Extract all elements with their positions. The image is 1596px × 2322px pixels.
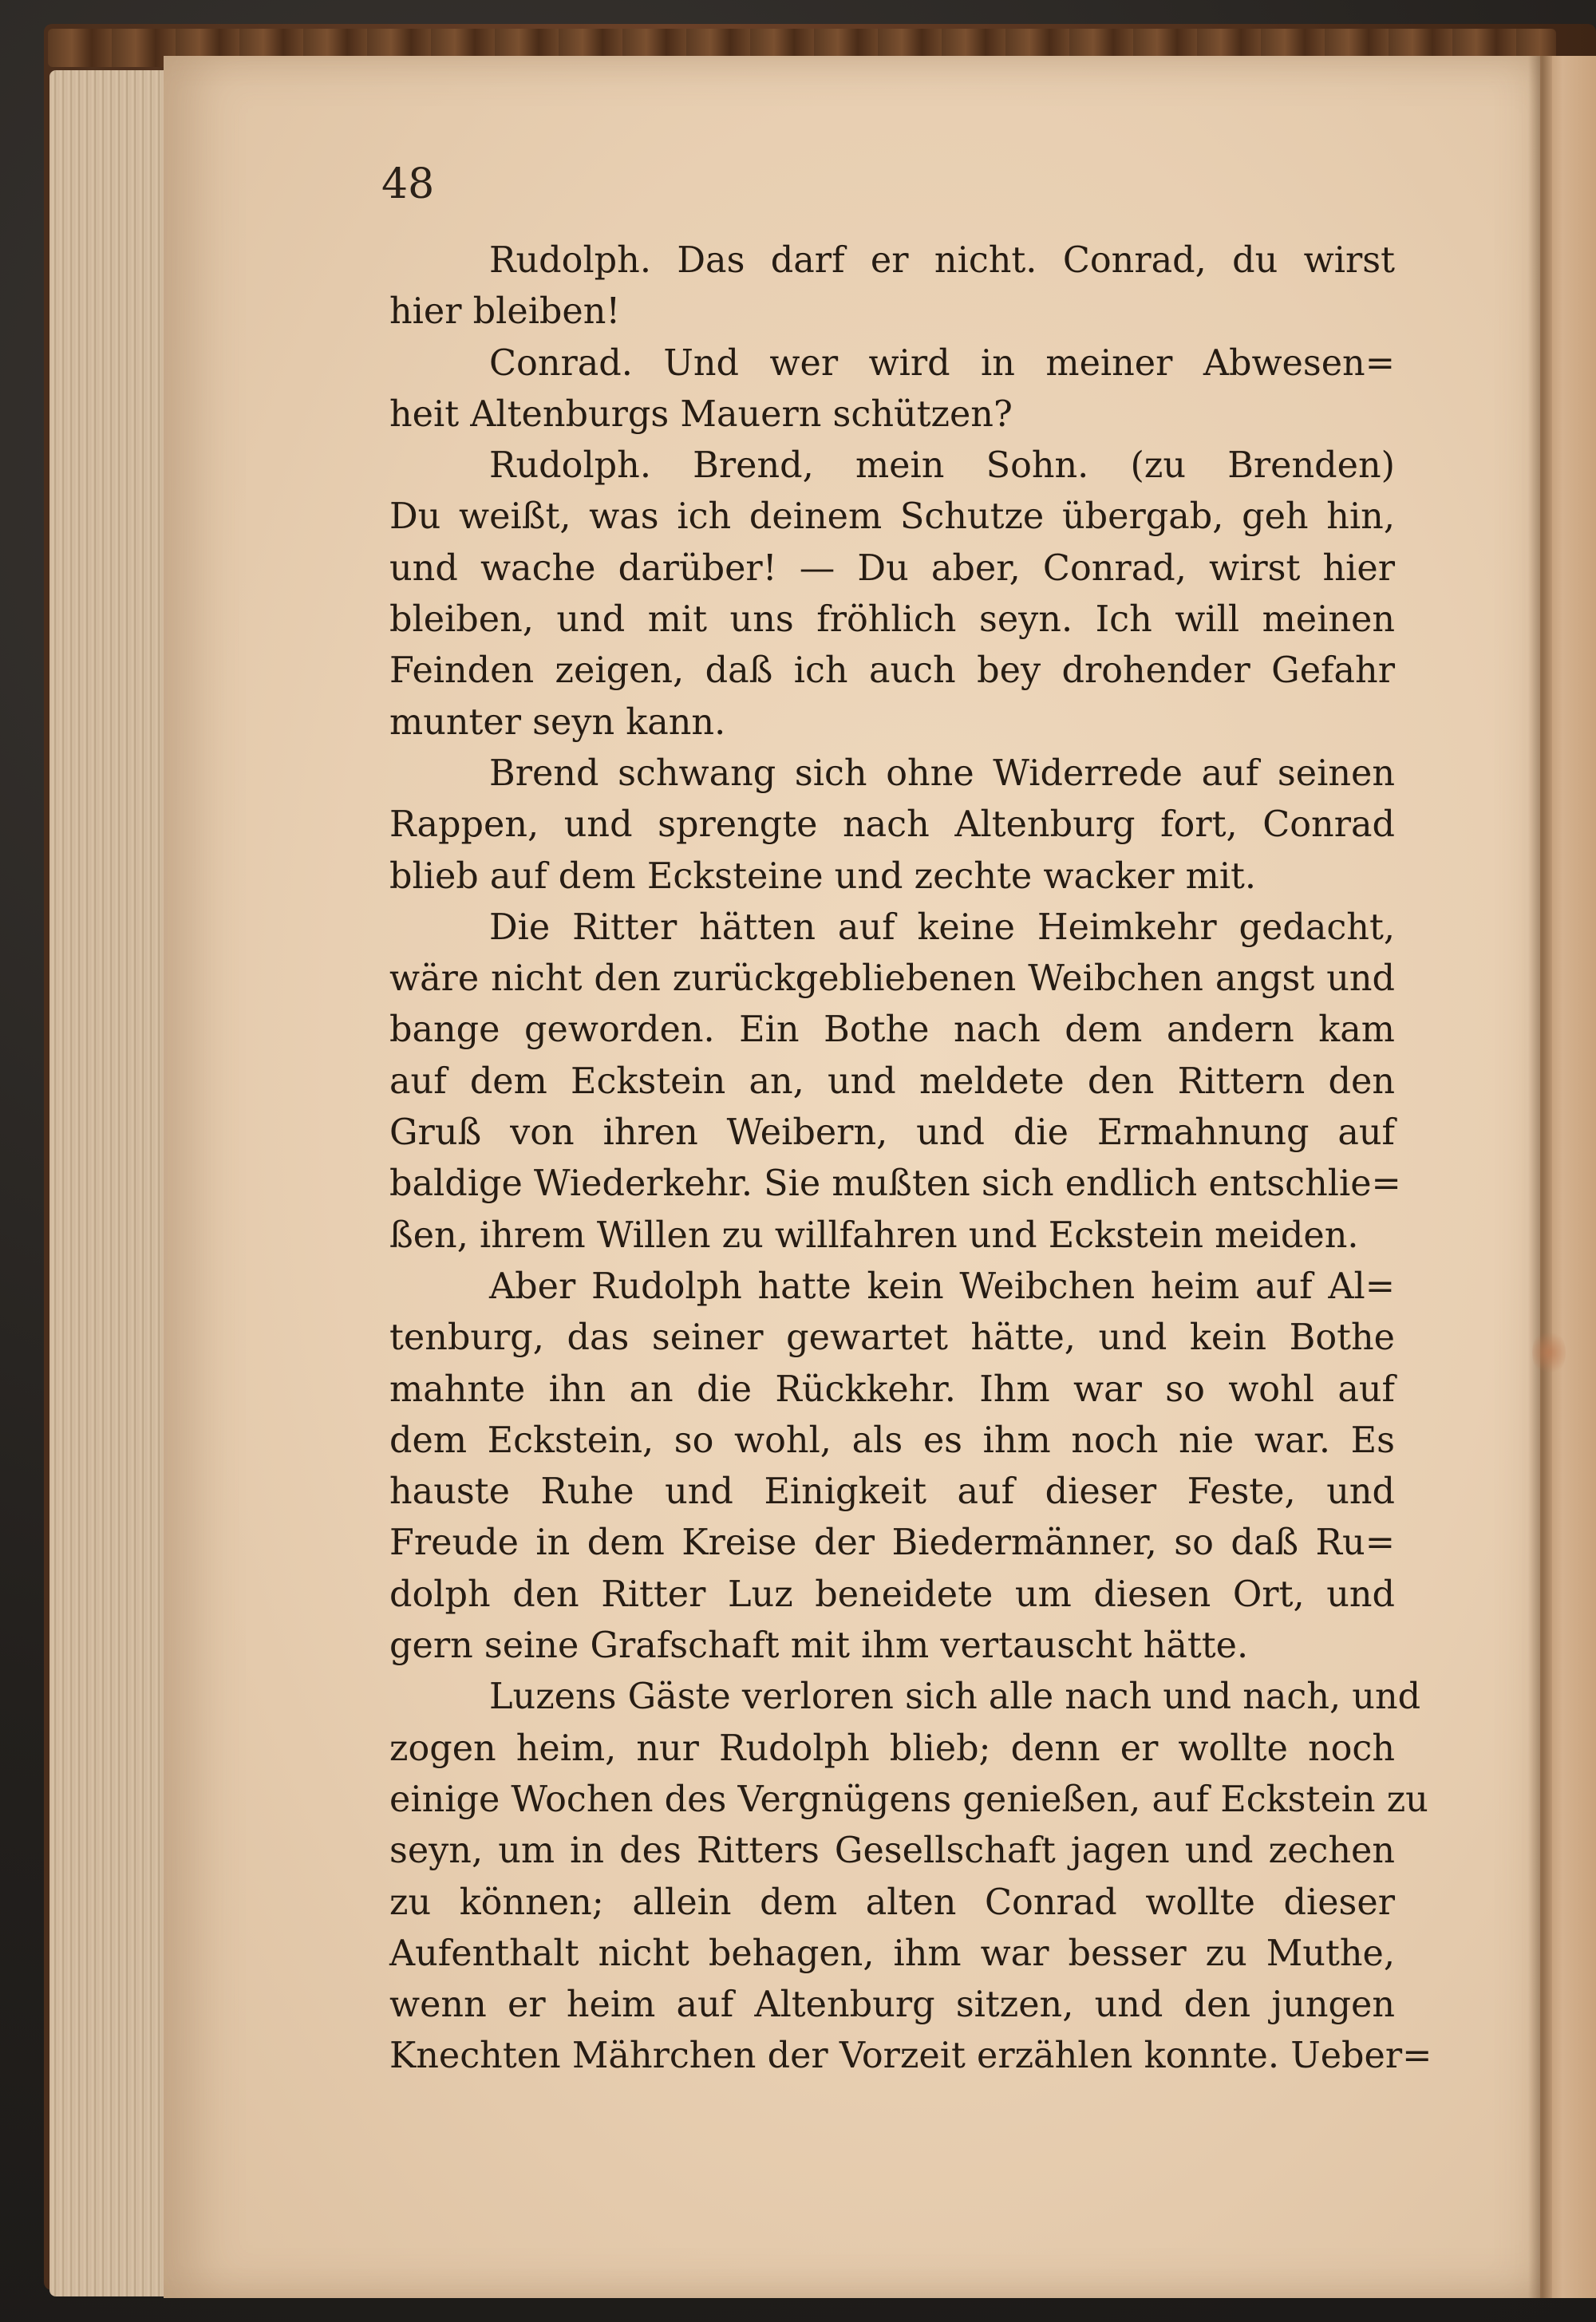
text-line: Rappen, und sprengte nach Altenburg fort, Conrad [389,804,1395,846]
text-line: Knechten Mährchen der Vorzeit erzählen konnte. Ueber= [389,2036,1432,2077]
text-line: munter seyn kann. [389,701,726,743]
body-text [389,235,1432,2083]
text-line: blieb auf dem Ecksteine und zechte wacker mit. [389,855,1257,897]
text-line: seyn, um in des Ritters Gesellschaft jagen und zechen [389,1830,1395,1872]
text-line: Freude in dem Kreise der Biedermänner, so daß Ru= [389,1522,1395,1564]
text-line: auf dem Eckstein an, und meldete den Rittern den [389,1060,1395,1102]
text-line: und wache darüber! — Du aber, Conrad, wirst hier [389,547,1395,589]
text-line: Aber Rudolph hatte kein Weibchen heim auf Al= [489,1266,1395,1307]
page-stain [1532,1329,1566,1376]
text-line: zu können; allein dem alten Conrad wollte dieser [389,1882,1395,1923]
text-line: Aufenthalt nicht behagen, ihm war besser zu Muthe, [389,1933,1395,1974]
text-line: wäre nicht den zurückgebliebenen Weibchen angst und [389,958,1395,1000]
text-line: Brend schwang sich ohne Widerrede auf seinen [489,752,1395,794]
page-stack-edge [49,70,169,2296]
text-line: wenn er heim auf Altenburg sitzen, und den jungen [389,1984,1395,2026]
text-line: Luzens Gäste verloren sich alle nach und nach, und [489,1676,1421,1718]
text-line: gern seine Grafschaft mit ihm vertauscht hätte. [389,1625,1249,1667]
text-line: Feinden zeigen, daß ich auch bey drohender Gefahr [389,650,1395,692]
text-line: Rudolph. Brend, mein Sohn. (zu Brenden) [489,445,1395,487]
text-line: mahnte ihn an die Rückkehr. Ihm war so wohl auf [389,1368,1395,1410]
page-number: 48 [381,160,435,208]
text-line: hauste Ruhe und Einigkeit auf dieser Feste, und [389,1471,1395,1513]
text-line: Du weißt, was ich deinem Schutze übergab, geh hin, [389,496,1395,538]
text-line: Conrad. Und wer wird in meiner Abwesen= [489,342,1395,384]
text-line: hier bleiben! [389,291,621,333]
page-gutter [1528,56,1552,2298]
text-line: dolph den Ritter Luz beneidete um diesen Ort, und [389,1574,1395,1615]
text-line: Die Ritter hätten auf keine Heimkehr gedacht, [489,906,1395,948]
text-line: bange geworden. Ein Bothe nach dem andern kam [389,1009,1395,1051]
text-line: Gruß von ihren Weibern, und die Ermahnung auf [389,1112,1395,1154]
text-line: heit Altenburgs Mauern schützen? [389,393,1013,435]
text-line: bleiben, und mit uns fröhlich seyn. Ich will meinen [389,599,1395,641]
text-line: zogen heim, nur Rudolph blieb; denn er wollte noch [389,1728,1395,1769]
text-line: dem Eckstein, so wohl, als es ihm noch nie war. Es [389,1420,1395,1461]
text-line: ßen, ihrem Willen zu willfahren und Eckstein meiden. [389,1214,1359,1256]
text-line: baldige Wiederkehr. Sie mußten sich endlich entschlie= [389,1163,1401,1205]
text-line: tenburg, das seiner gewartet hätte, und kein Bothe [389,1317,1395,1359]
text-line: Rudolph. Das darf er nicht. Conrad, du wirst [489,240,1395,281]
text-line: einige Wochen des Vergnügens genießen, auf Eckstein zu [389,1779,1428,1820]
